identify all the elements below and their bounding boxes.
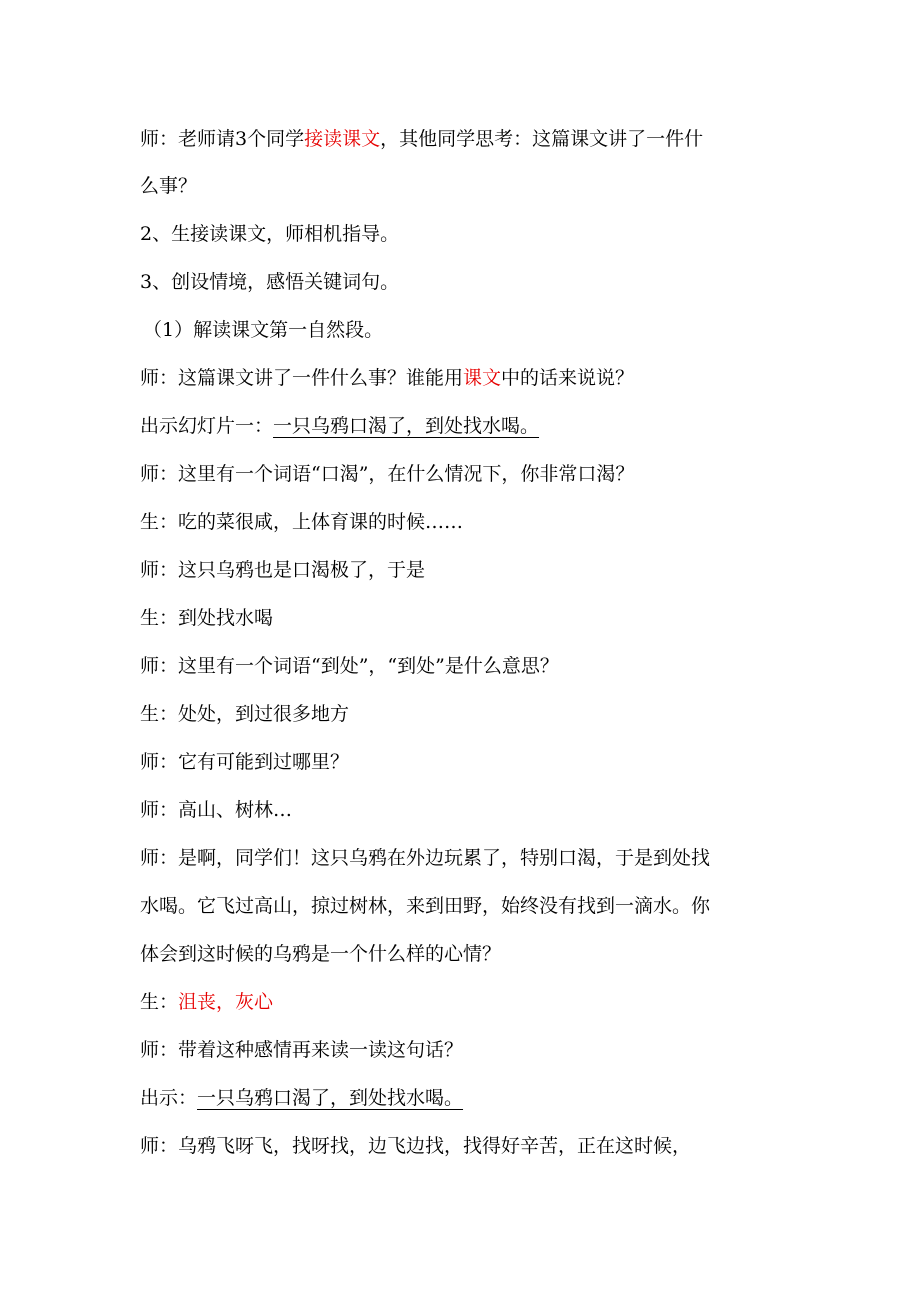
text-segment: 师：老师请3个同学 [140,128,305,150]
text-line: 生：到处找水喝 [140,607,274,629]
text-segment: 出示幻灯片一： [140,415,274,437]
text-segment: ，其他同学思考：这篇课文讲了一件什 [380,128,704,150]
text-line [140,366,800,390]
text-line: 生：吃的菜很咸，上体育课的时候…… [140,511,464,533]
text-line: 水喝。它飞过高山，掠过树林，来到田野，始终没有找到一滴水。你 [140,895,711,917]
text-line: 师：这里有一个词语“到处”，“到处”是什么意思？ [140,655,559,677]
text-segment: 中的话来说说？ [501,367,635,389]
text-line [140,990,800,1014]
highlighted-text: 课文 [463,367,502,389]
text-line: 师：是啊，同学们！这只乌鸦在外边玩累了，特别口渴，于是到处找 [140,847,711,869]
highlighted-text: 接读课文 [304,128,381,150]
underlined-quote: 一只乌鸦口渴了，到处找水喝。 [273,415,540,437]
highlighted-text: 沮丧，灰心 [178,991,274,1013]
text-segment: 生： [140,991,179,1013]
text-line [140,414,800,438]
text-line: 师：带着这种感情再来读一读这句话？ [140,1039,464,1061]
text-line: 师：乌鸦飞呀飞，找呀找，边飞边找，找得好辛苦，正在这时候， [140,1135,692,1157]
text-line: 师：这里有一个词语“口渴”，在什么情况下，你非常口渴？ [140,463,635,485]
text-line: 2、生接读课文，师相机指导。 [140,223,400,245]
text-segment: 师：这篇课文讲了一件什么事？谁能用 [140,367,464,389]
text-line [140,127,800,151]
text-line: 生：处处，到过很多地方 [140,703,350,725]
text-line: 3、创设情境，感悟关键词句。 [140,271,400,293]
text-line: 么事？ [140,175,198,197]
text-line: 师：它有可能到过哪里？ [140,751,350,773]
text-line: 师：这只乌鸦也是口渴极了，于是 [140,559,426,581]
text-line [140,1086,800,1110]
text-line: 体会到这时候的乌鸦是一个什么样的心情？ [140,943,502,965]
underlined-quote: 一只乌鸦口渴了，到处找水喝。 [197,1087,464,1109]
text-line: （1）解读课文第一自然段。 [143,319,384,341]
text-line: 师：高山、树林… [140,799,293,821]
text-segment: 出示： [140,1087,198,1109]
